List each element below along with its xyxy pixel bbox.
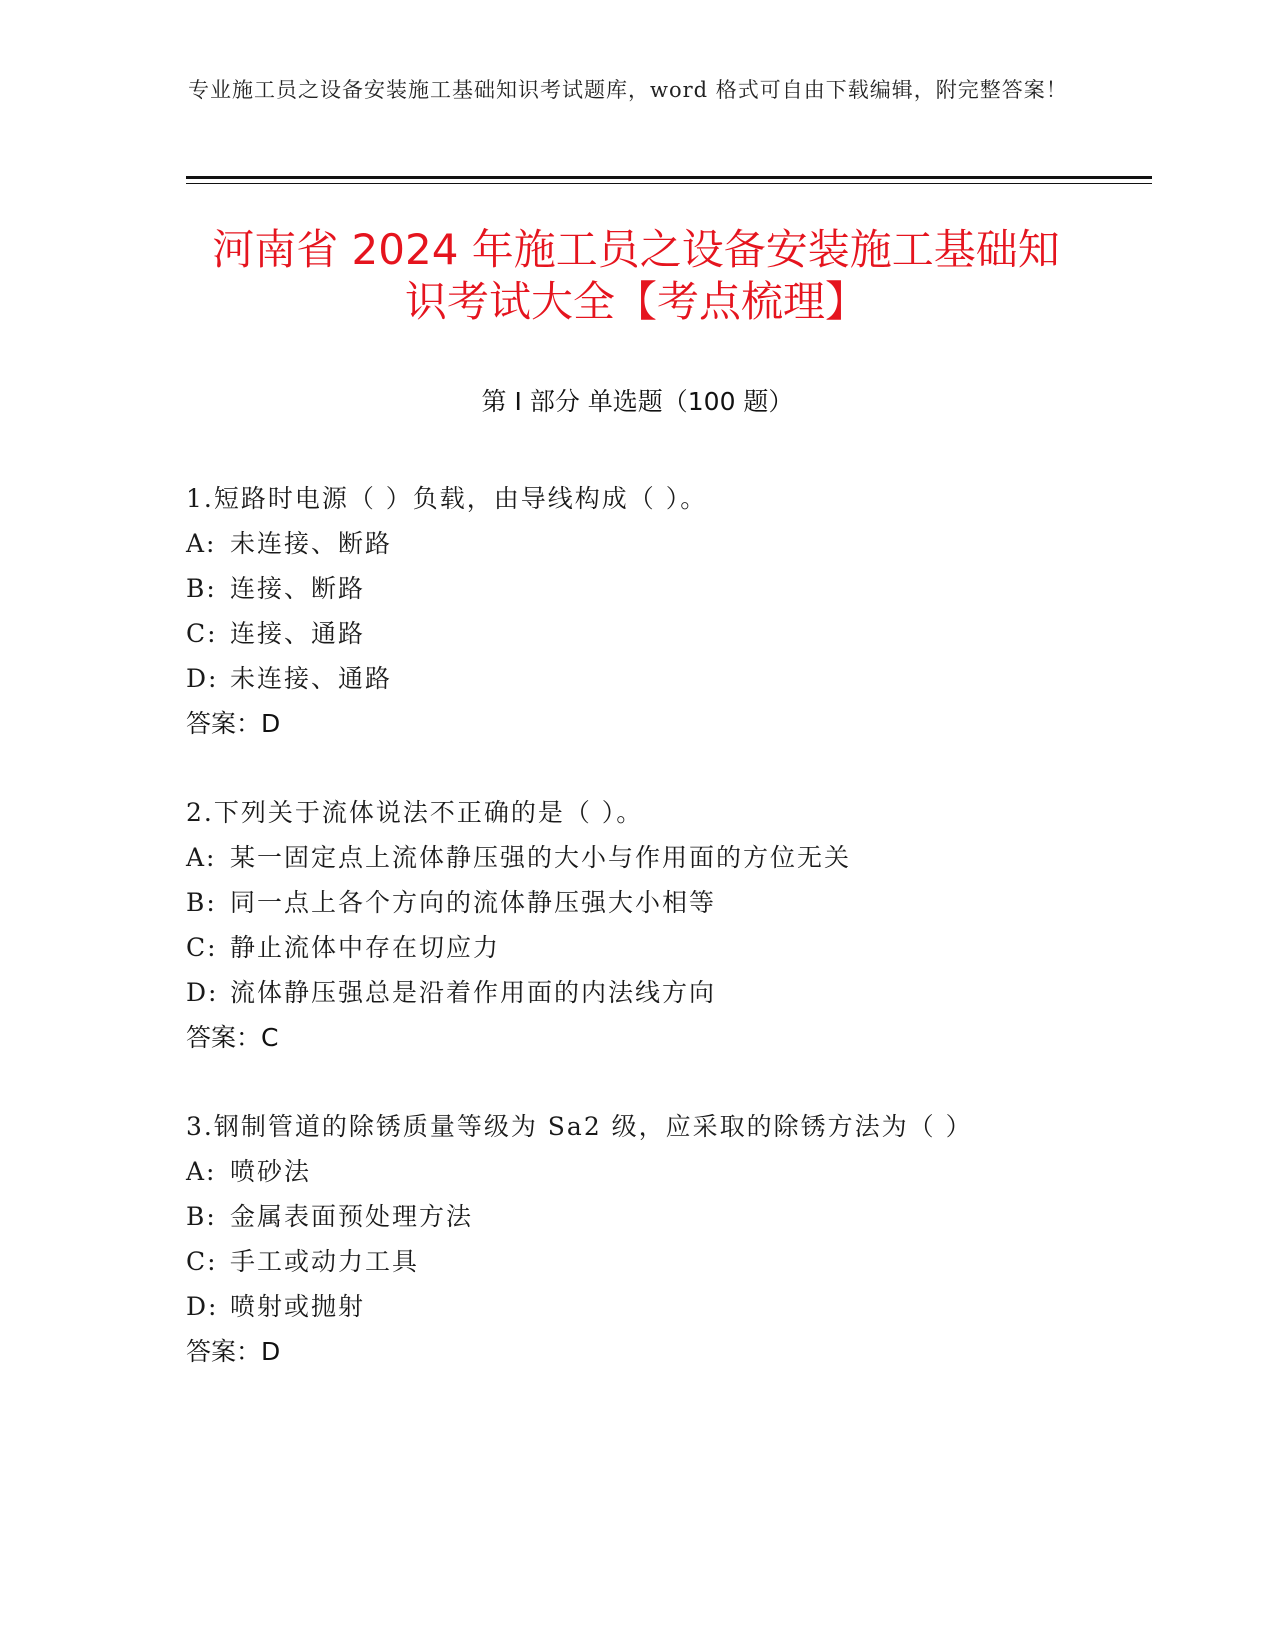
option-letter: B: [186,888,217,917]
option-letter: D: [186,664,219,693]
option-text: 流体静压强总是沿着作用面的内法线方向 [230,978,717,1007]
header-divider-thick [186,176,1152,179]
title-line-2: 识考试大全【考点梳理】 [404,277,867,326]
option-letter: B: [186,1202,217,1231]
option-b [186,566,1146,611]
option-b [186,880,1146,925]
option-letter: B: [186,574,217,603]
document-title [186,224,1086,328]
option-text: 未连接、通路 [230,664,393,693]
question-list [186,476,1146,1418]
option-letter: C: [186,933,218,962]
question-2 [186,790,1146,1060]
question-1 [186,476,1146,746]
option-letter: C: [186,1247,218,1276]
option-text: 金属表面预处理方法 [230,1202,474,1231]
option-text: 连接、通路 [230,619,366,648]
header-note: 专业施工员之设备安装施工基础知识考试题库，word 格式可自由下载编辑，附完整答案！ [188,78,1068,102]
option-b [186,1194,1146,1239]
option-text: 未连接、断路 [230,529,393,558]
answer-line: 答案：C [186,1023,279,1052]
option-text: 喷砂法 [230,1157,312,1186]
option-letter: A: [186,843,217,872]
section-heading: 第 I 部分 单选题（100 题） [481,387,794,416]
option-c [186,611,1146,656]
option-letter: A: [186,1157,217,1186]
answer-line: 答案：D [186,1337,281,1366]
title-line-1: 河南省 2024 年施工员之设备安装施工基础知 [212,225,1060,274]
answer-line: 答案：D [186,709,281,738]
option-letter: C: [186,619,218,648]
option-a [186,521,1146,566]
option-a [186,1149,1146,1194]
question-stem: 2.下列关于流体说法不正确的是（ ）。 [186,798,644,827]
option-letter: D: [186,978,219,1007]
question-stem: 3.钢制管道的除锈质量等级为 Sa2 级，应采取的除锈方法为（ ） [186,1112,973,1141]
option-letter: D: [186,1292,219,1321]
option-text: 同一点上各个方向的流体静压强大小相等 [230,888,717,917]
option-d [186,656,1146,701]
option-text: 喷射或抛射 [230,1292,366,1321]
option-c [186,1239,1146,1284]
question-stem: 1.短路时电源（ ）负载，由导线构成（ ）。 [186,484,708,513]
option-d [186,970,1146,1015]
option-letter: A: [186,529,217,558]
option-text: 静止流体中存在切应力 [230,933,501,962]
option-c [186,925,1146,970]
option-d [186,1284,1146,1329]
header-divider-thin [186,183,1152,184]
option-text: 手工或动力工具 [230,1247,420,1276]
option-text: 某一固定点上流体静压强的大小与作用面的方位无关 [230,843,852,872]
option-text: 连接、断路 [230,574,366,603]
option-a [186,835,1146,880]
question-3 [186,1104,1146,1374]
